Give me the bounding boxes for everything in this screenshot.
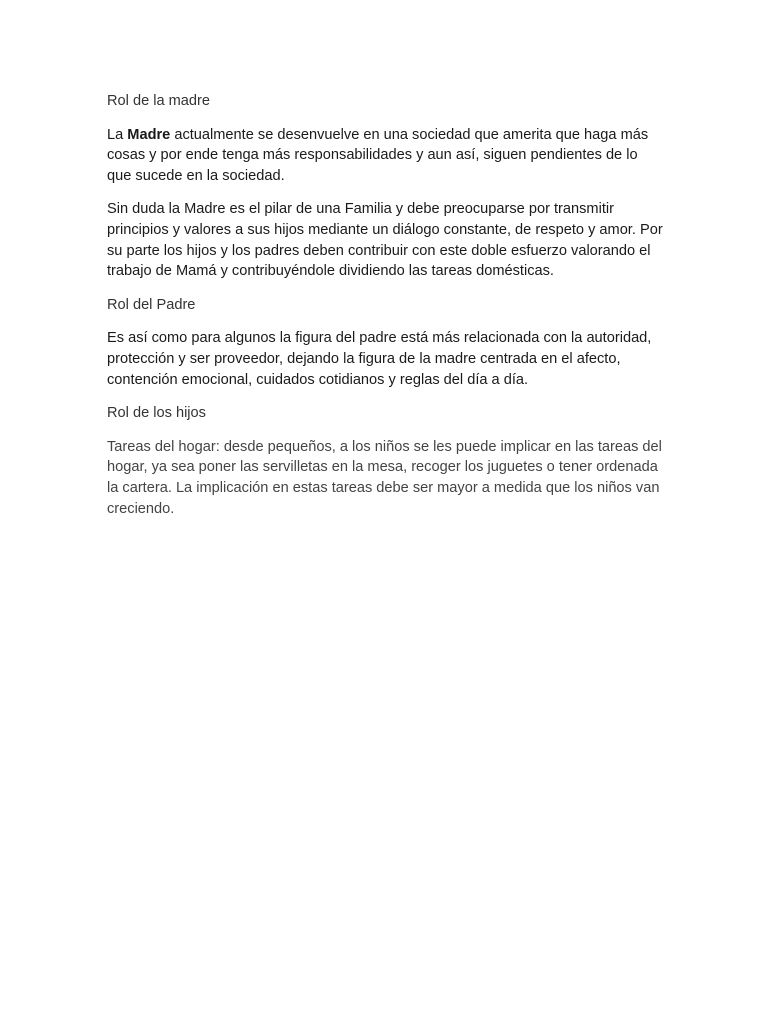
- heading-rol-madre: Rol de la madre: [107, 93, 211, 109]
- paragraph-madre-pilar: Sin duda la Madre es el pilar de una Familia y debe preocuparse por transmitir principios y valores a sus hijos mediante un diálogo constante, de respeto y amor. Por su parte los hijos y los padres deben contribuir con este doble esfuerzo valorando el trabajo de Mamá y contribuyéndole dividiendo las tareas domésticas.: [107, 201, 663, 280]
- paragraph-text: actualmente se desenvuelve en una sociedad que amerita que haga más cosas y por ende tenga más responsabilidades y aun así, siguen pendientes de lo que sucede en la sociedad.: [107, 126, 649, 184]
- paragraph-hijos: Tareas del hogar: desde pequeños, a los niños se les puede implicar en las tareas del hogar, ya sea poner las servilletas en la mesa, recoger los juguetes o tener ordenada la cartera. La implicación en estas tareas debe ser mayor a medida que los niños van creciendo.: [107, 438, 662, 517]
- heading-rol-hijos: Rol de los hijos: [107, 405, 206, 422]
- paragraph-padre: Es así como para algunos la figura del padre está más relacionada con la autoridad, protección y ser proveedor, dejando la figura de la madre centrada en el afecto, contención emocional, cuidados cotidianos y reglas del día a día.: [107, 330, 652, 388]
- bold-term-madre: Madre: [127, 126, 171, 143]
- paragraph-lead: La: [107, 126, 128, 143]
- paragraph-madre-intro: [107, 125, 663, 187]
- document-page: [107, 91, 663, 532]
- heading-rol-padre: Rol del Padre: [107, 296, 196, 313]
